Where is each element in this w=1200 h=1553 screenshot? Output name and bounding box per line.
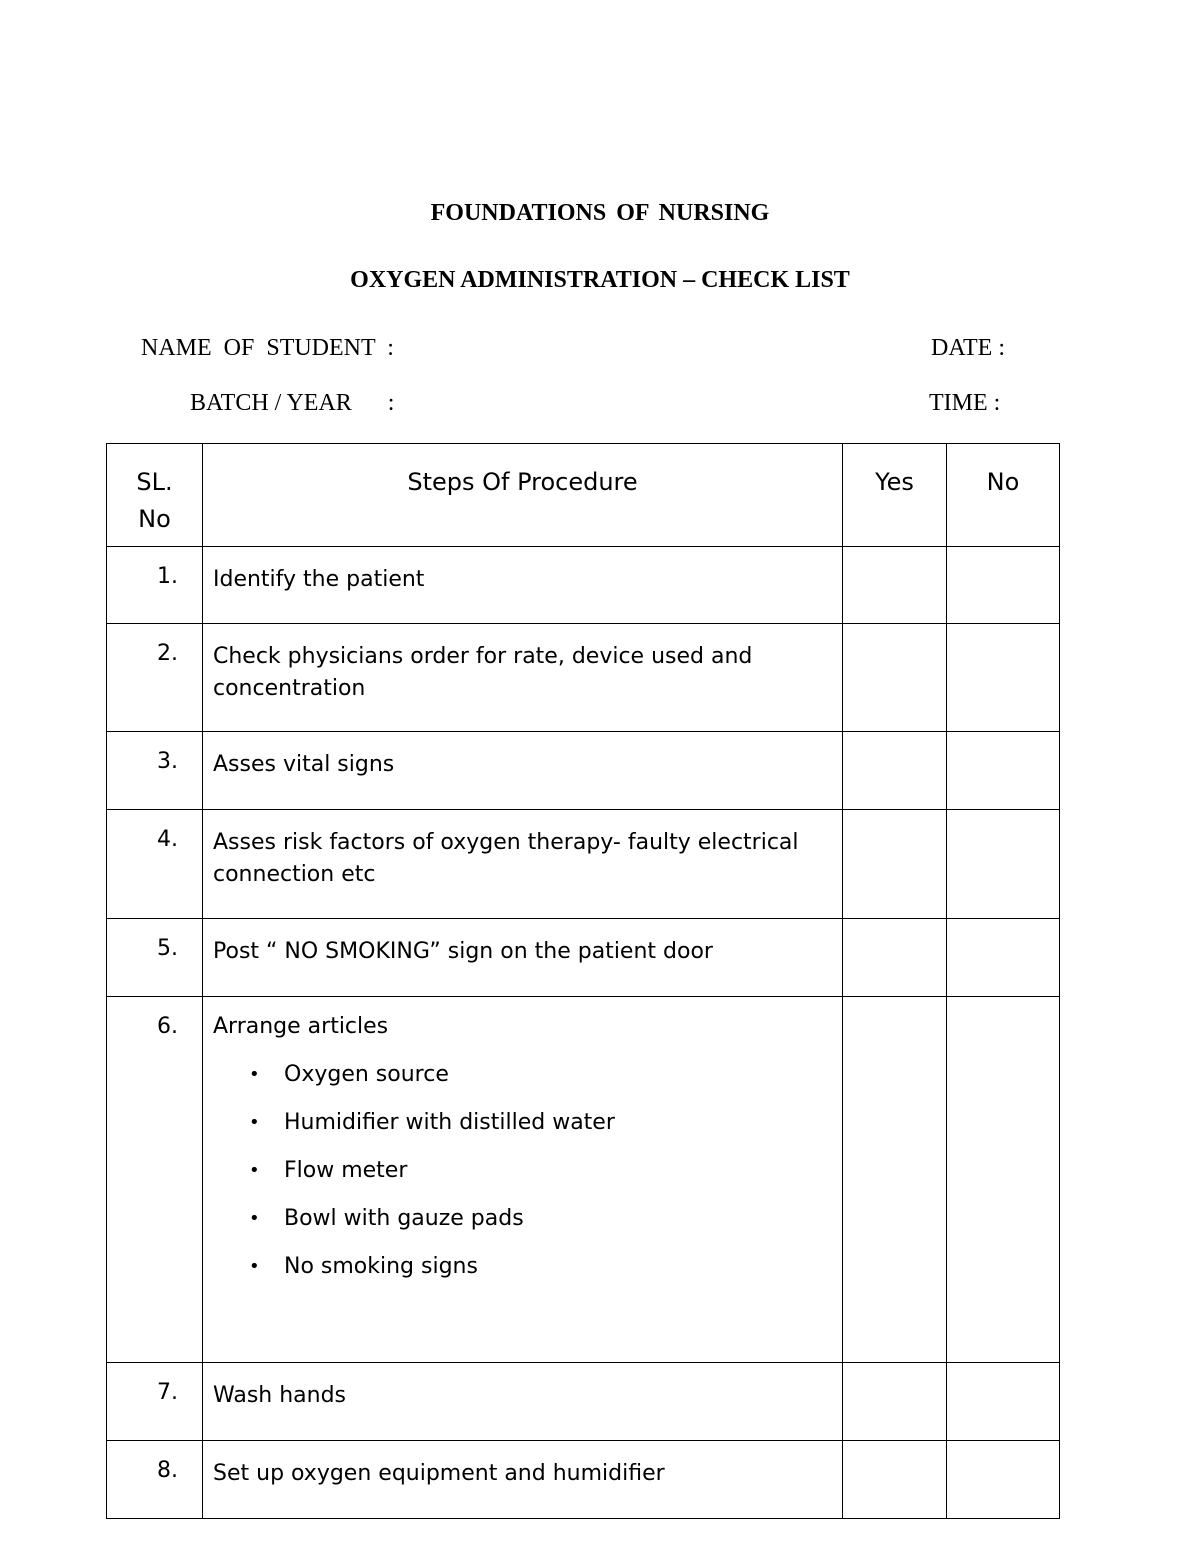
column-header-steps: Steps Of Procedure [203,444,843,547]
step-text: Check physicians order for rate, device used and concentration [203,624,843,732]
sl-number: 3. [107,732,203,810]
step-text: Post “ NO SMOKING” sign on the patient door [203,919,843,997]
table-row [107,810,1060,919]
column-header-yes: Yes [843,444,947,547]
list-item: • Oxygen source [213,1059,842,1091]
step-text: Asses vital signs [203,732,843,810]
sl-number: 5. [107,919,203,997]
sl-number: 7. [107,1363,203,1441]
bullet-icon: • [249,1160,260,1181]
batch-year-label: BATCH / YEAR : [190,390,395,416]
no-cell[interactable] [947,810,1060,919]
yes-cell[interactable] [843,547,947,624]
no-cell[interactable] [947,1441,1060,1519]
step-text: Wash hands [203,1363,843,1441]
yes-cell[interactable] [843,732,947,810]
yes-cell[interactable] [843,1363,947,1441]
step-text: Identify the patient [203,547,843,624]
column-header-no: No [947,444,1060,547]
no-cell[interactable] [947,1363,1060,1441]
list-item: • Humidifier with distilled water [213,1107,842,1139]
step-text: Asses risk factors of oxygen therapy- faulty electrical connection etc [203,810,843,919]
sl-number: 4. [107,810,203,919]
no-cell[interactable] [947,547,1060,624]
checklist-table [106,443,1060,1519]
table-row [107,997,1060,1363]
list-item: • Flow meter [213,1155,842,1187]
step-text: Set up oxygen equipment and humidifier [203,1441,843,1519]
student-name-label: NAME OF STUDENT : [141,335,394,361]
bullet-icon: • [249,1064,260,1085]
bullet-icon: • [249,1208,260,1229]
yes-cell[interactable] [843,1441,947,1519]
no-cell[interactable] [947,624,1060,732]
no-cell[interactable] [947,997,1060,1363]
sl-number: 8. [107,1441,203,1519]
step-cell-articles [203,997,843,1363]
bullet-icon: • [249,1256,260,1277]
sl-label-line2: No [138,505,171,533]
time-label: TIME : [929,390,1001,416]
bullet-icon: • [249,1112,260,1133]
yes-cell[interactable] [843,997,947,1363]
table-row [107,1441,1060,1519]
checklist-title: OXYGEN ADMINISTRATION – CHECK LIST [350,267,850,293]
articles-list [213,1059,842,1283]
sl-number: 1. [107,547,203,624]
sl-number: 6. [107,997,203,1363]
course-title: FOUNDATIONS OF NURSING [430,200,770,226]
table-row [107,624,1060,732]
list-item: • No smoking signs [213,1251,842,1283]
yes-cell[interactable] [843,919,947,997]
yes-cell[interactable] [843,810,947,919]
table-row [107,1363,1060,1441]
no-cell[interactable] [947,919,1060,997]
table-header-row [107,444,1060,547]
table-row [107,919,1060,997]
sl-label-line1: SL. [136,468,173,496]
table-row [107,547,1060,624]
list-item: • Bowl with gauze pads [213,1203,842,1235]
table-row [107,732,1060,810]
step-text: Arrange articles [213,1014,389,1039]
column-header-sl-no [107,444,203,547]
yes-cell[interactable] [843,624,947,732]
date-label: DATE : [931,335,1005,361]
sl-number: 2. [107,624,203,732]
no-cell[interactable] [947,732,1060,810]
